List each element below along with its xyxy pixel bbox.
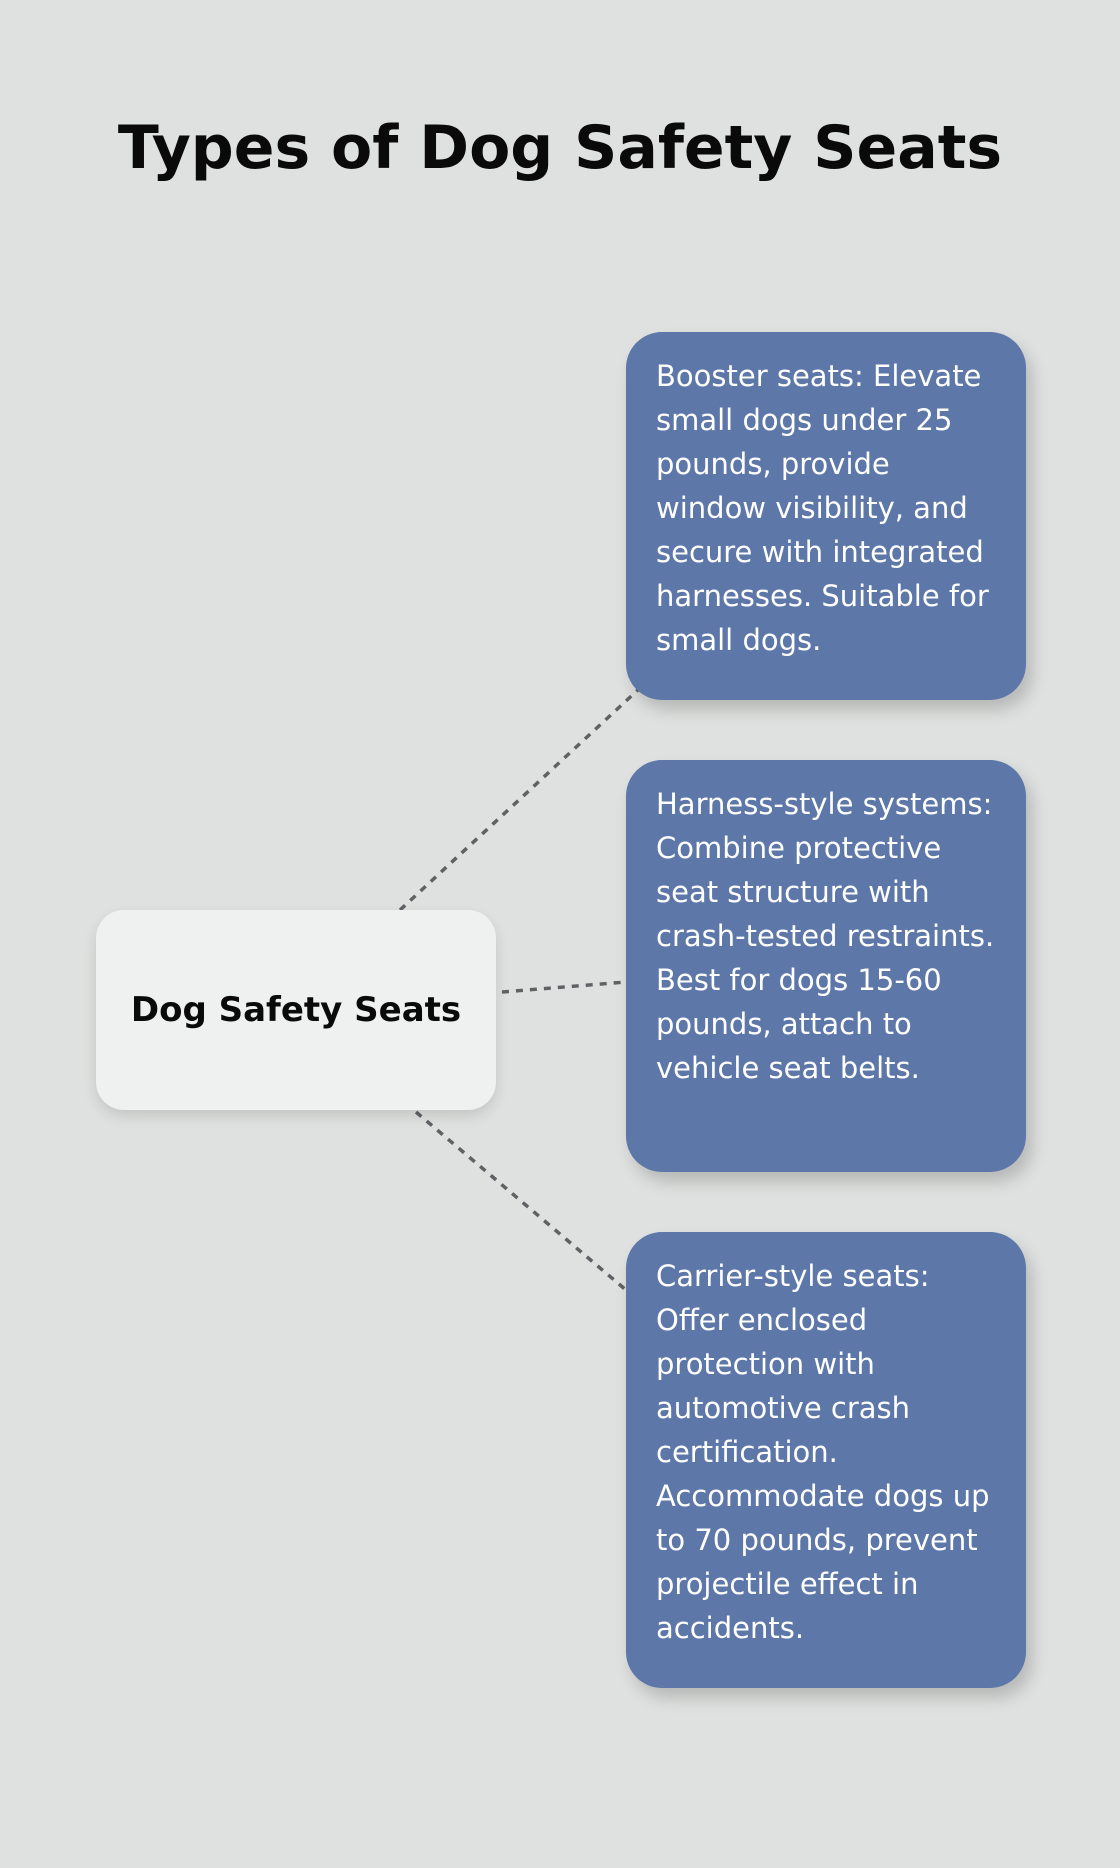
center-node	[96, 910, 496, 1110]
branch-card-harness-systems	[626, 760, 1026, 1172]
connector-line-booster	[400, 688, 640, 910]
center-node-label: Dog Safety Seats	[130, 990, 462, 1030]
branch-card-booster-seats	[626, 332, 1026, 700]
diagram-title: Types of Dog Safety Seats	[117, 113, 1003, 183]
connector-line-carrier	[416, 1112, 626, 1290]
branch-card-text: Carrier-style seats: Offer enclosed protection with automotive crash certification. Accommodate dogs up to 70 pounds, prevent projectile effect in accidents.	[656, 1259, 990, 1645]
connector-line-harness	[502, 982, 626, 992]
branch-card-text: Harness-style systems: Combine protective seat structure with crash-tested restraints. Best for dogs 15-60 pounds, attach to vehicle seat belts.	[656, 787, 995, 1085]
branch-card-carrier-seats	[626, 1232, 1026, 1688]
branch-card-text: Booster seats: Elevate small dogs under 25 pounds, provide window visibility, and secure with integrated harnesses. Suitable for small dogs.	[656, 359, 989, 657]
